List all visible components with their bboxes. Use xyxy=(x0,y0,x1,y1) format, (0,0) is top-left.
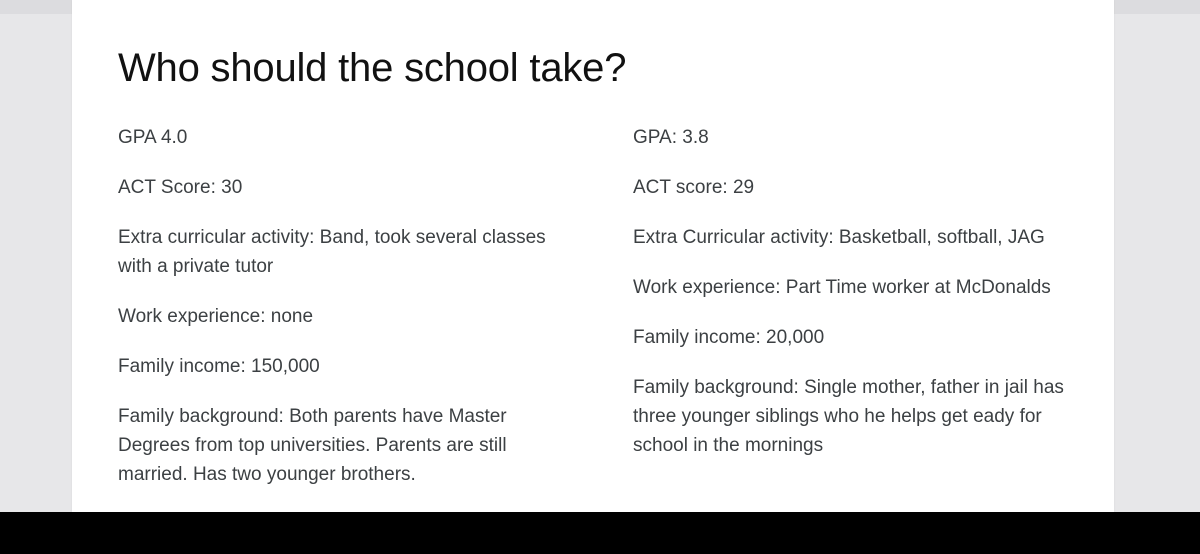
page-title: Who should the school take? xyxy=(118,46,627,90)
candidate-b-column xyxy=(633,123,1073,481)
candidate-a-background: Family background: Both parents have Master Degrees from top universities. Parents are still married. Has two younger brothers. xyxy=(118,406,507,485)
candidate-b-gpa: GPA: 3.8 xyxy=(633,127,709,148)
document-page xyxy=(72,0,1114,512)
candidate-a-gpa: GPA 4.0 xyxy=(118,127,188,148)
bottom-black-bar xyxy=(0,512,1200,554)
candidate-b-extracurricular: Extra Curricular activity: Basketball, softball, JAG xyxy=(633,227,1045,248)
candidate-b-work: Work experience: Part Time worker at McDonalds xyxy=(633,277,1051,298)
candidate-a-column xyxy=(118,123,558,510)
candidate-a-act: ACT Score: 30 xyxy=(118,177,243,198)
candidate-a-extracurricular: Extra curricular activity: Band, took several classes with a private tutor xyxy=(118,227,546,277)
candidate-a-income: Family income: 150,000 xyxy=(118,356,320,377)
candidate-b-act: ACT score: 29 xyxy=(633,177,755,198)
candidate-b-background: Family background: Single mother, father in jail has three younger siblings who he helps get eady for school in the mornings xyxy=(633,377,1064,456)
candidate-a-work: Work experience: none xyxy=(118,306,314,327)
candidate-b-income: Family income: 20,000 xyxy=(633,327,825,348)
